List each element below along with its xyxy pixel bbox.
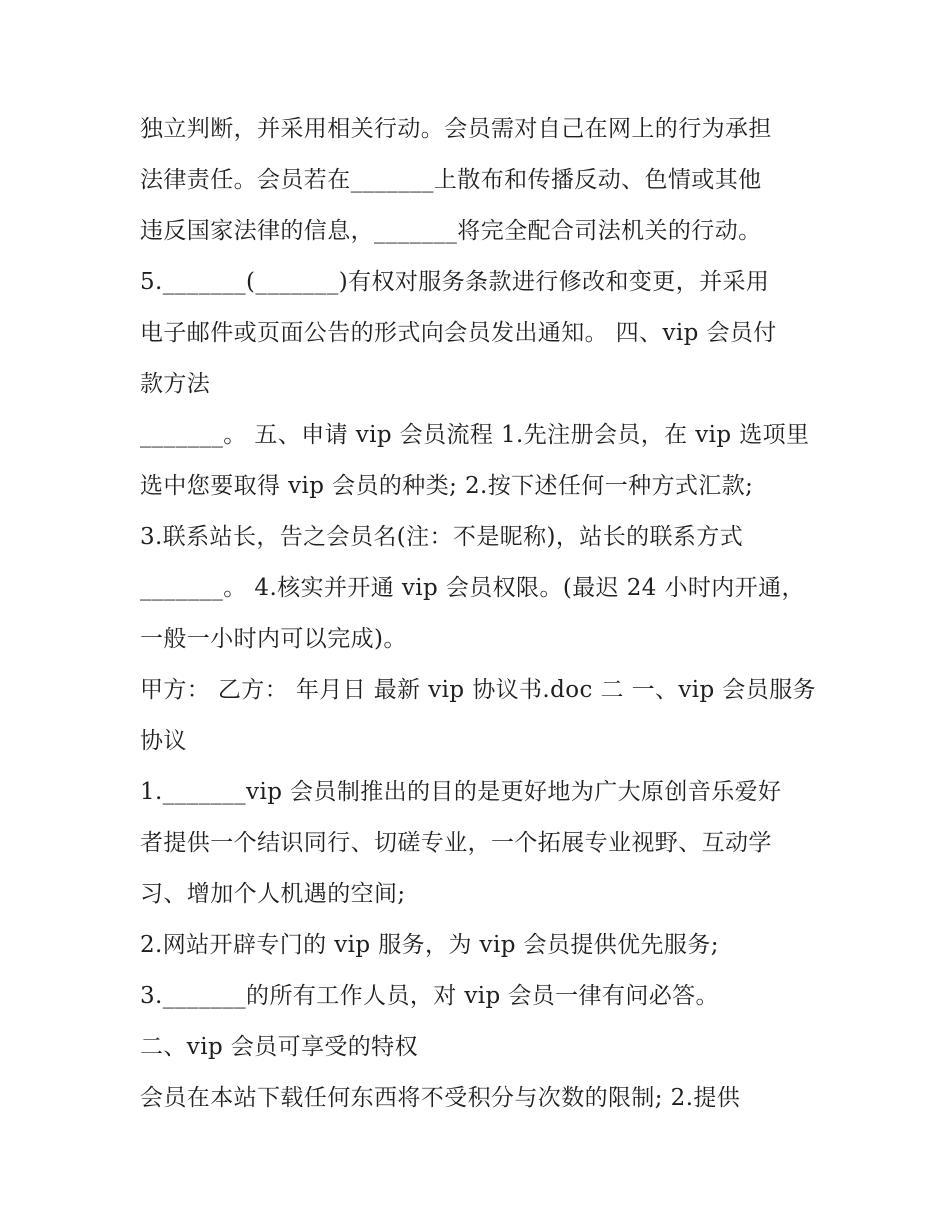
text-line: 款方法 — [140, 371, 211, 397]
text-line: 2.网站开辟专门的 vip 服务，为 vip 会员提供优先服务; — [140, 932, 719, 958]
document-body — [140, 104, 820, 1124]
text-line: 电子邮件或页面公告的形式向会员发出通知。 四、vip 会员付 — [140, 320, 777, 346]
text-line: 选中您要取得 vip 会员的种类; 2.按下述任何一种方式汇款; — [140, 473, 754, 499]
text-line: 协议 — [140, 728, 187, 754]
text-line: _______。 五、申请 vip 会员流程 1.先注册会员，在 vip 选项里 — [140, 422, 810, 448]
text-line: 5._______(_______)有权对服务条款进行修改和变更，并采用 — [140, 269, 770, 295]
text-line: 违反国家法律的信息，_______将完全配合司法机关的行动。 — [140, 218, 762, 244]
text-line: _______。 4.核实并开通 vip 会员权限。(最迟 24 小时内开通， — [140, 575, 805, 601]
text-line: 1._______vip 会员制推出的目的是更好地为广大原创音乐爱好 — [140, 779, 782, 805]
text-line: 甲方： 乙方： 年月日 最新 vip 协议书.doc 二 一、vip 会员服务 — [140, 677, 816, 703]
text-line: 一般一小时内可以完成)。 — [140, 626, 407, 652]
text-line: 法律责任。会员若在_______上散布和传播反动、色情或其他 — [140, 167, 762, 193]
text-line: 二、vip 会员可享受的特权 — [140, 1034, 418, 1060]
text-line: 3._______的所有工作人员，对 vip 会员一律有问必答。 — [140, 983, 719, 1009]
text-line: 习、增加个人机遇的空间; — [140, 881, 406, 907]
text-line: 者提供一个结识同行、切磋专业，一个拓展专业视野、互动学 — [140, 830, 772, 856]
text-line: 3.联系站长，告之会员名(注：不是昵称)，站长的联系方式 — [140, 524, 744, 550]
text-line: 独立判断，并采用相关行动。会员需对自己在网上的行为承担 — [140, 116, 772, 142]
text-line: 会员在本站下载任何东西将不受积分与次数的限制; 2.提供 — [140, 1085, 741, 1111]
